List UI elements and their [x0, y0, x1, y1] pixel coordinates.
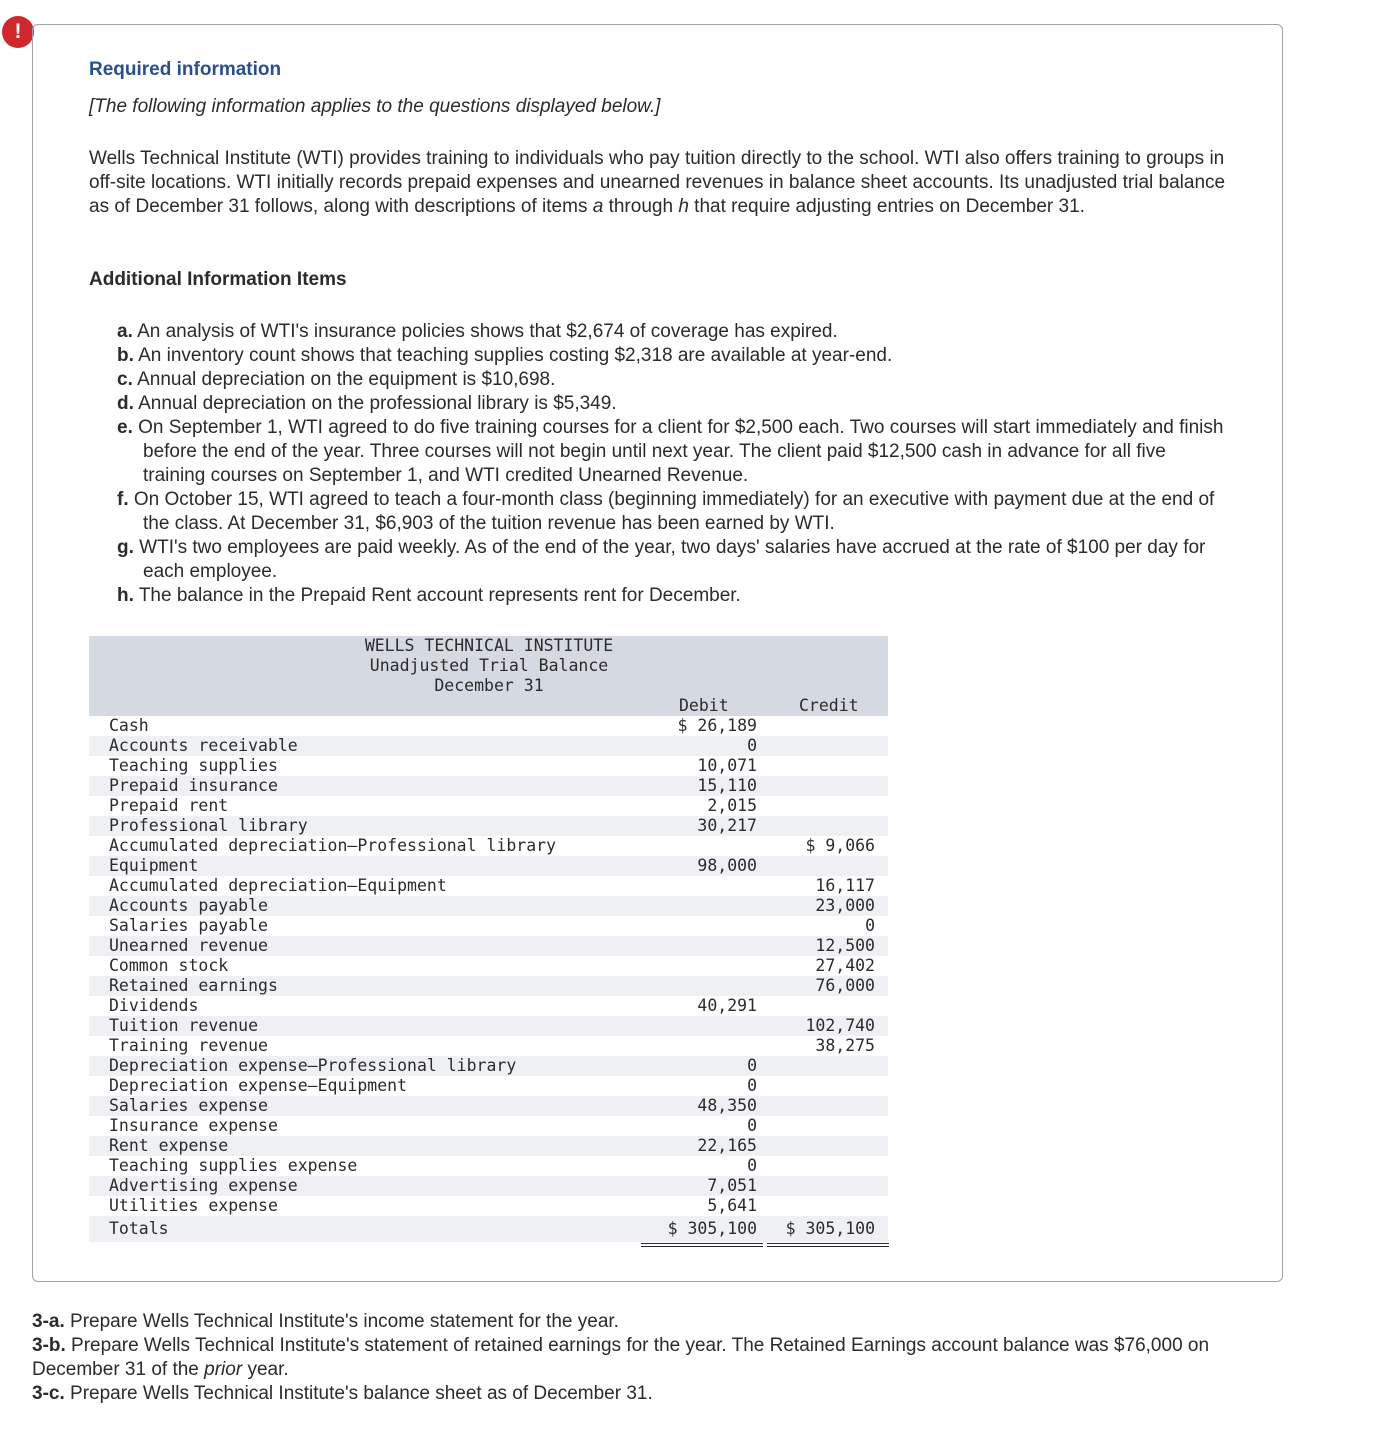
debit-amount: 0	[747, 736, 757, 755]
question-3b-prior: prior	[204, 1359, 243, 1380]
list-item	[117, 368, 1227, 392]
table-row	[89, 1116, 888, 1136]
item-text: On October 15, WTI agreed to teach a four-month class (beginning immediately) for an executive with payment due at the end of the class. At December 31, $6,903 of the tuition revenue has been earned by WTI.	[133, 489, 1215, 534]
account-name: Tuition revenue	[109, 1016, 259, 1035]
info-subtitle: [The following information applies to the questions displayed below.]	[89, 96, 661, 117]
trial-balance-title-line-2: Unadjusted Trial Balance	[369, 656, 609, 675]
credit-amount: 16,117	[815, 876, 875, 895]
table-row	[89, 1096, 888, 1116]
debit-amount: 0	[747, 1116, 757, 1135]
item-letter: g.	[117, 537, 134, 558]
debit-double-rule-2	[641, 1246, 763, 1247]
totals-row	[89, 1216, 888, 1242]
table-row	[89, 876, 888, 896]
trial-balance-table	[89, 636, 888, 1250]
totals-debit: $ 305,100	[667, 1219, 757, 1238]
additional-info-list	[117, 320, 1227, 608]
debit-amount: 10,071	[697, 756, 757, 775]
intro-item-h: h	[678, 196, 689, 217]
account-name: Teaching supplies	[109, 756, 278, 775]
account-name: Prepaid rent	[109, 796, 229, 815]
additional-info-title: Additional Information Items	[89, 269, 347, 290]
table-row	[89, 1016, 888, 1036]
table-row	[89, 996, 888, 1016]
account-name: Rent expense	[109, 1136, 229, 1155]
list-item	[117, 488, 1227, 536]
debit-amount: 40,291	[697, 996, 757, 1015]
debit-amount: 22,165	[697, 1136, 757, 1155]
item-letter: f.	[117, 489, 129, 510]
required-information-title: Required information	[89, 59, 282, 80]
account-name: Equipment	[109, 856, 199, 875]
item-letter: b.	[117, 345, 134, 366]
account-name: Depreciation expense—Professional library	[109, 1056, 517, 1075]
account-name: Accounts payable	[109, 896, 268, 915]
table-row	[89, 816, 888, 836]
intro-item-a: a	[592, 196, 604, 217]
debit-column-header: Debit	[679, 696, 729, 715]
account-name: Accumulated depreciation—Professional library	[109, 836, 557, 855]
table-row	[89, 1036, 888, 1056]
item-letter: d.	[117, 393, 134, 414]
trial-balance-title-line-1: WELLS TECHNICAL INSTITUTE	[364, 636, 614, 655]
intro-paragraph	[89, 147, 1239, 219]
credit-amount: 12,500	[815, 936, 875, 955]
item-letter: a.	[117, 321, 133, 342]
exclamation-icon: !	[2, 16, 34, 48]
trial-balance-header	[89, 636, 888, 716]
intro-text-3: that require adjusting entries on December 31.	[688, 196, 1085, 217]
table-row	[89, 916, 888, 936]
table-row	[89, 736, 888, 756]
account-name: Advertising expense	[109, 1176, 298, 1195]
item-letter: e.	[117, 417, 133, 438]
credit-amount: 76,000	[815, 976, 875, 995]
intro-text-2: through	[603, 196, 679, 217]
credit-amount: $ 9,066	[805, 836, 875, 855]
item-letter: c.	[117, 369, 133, 390]
item-letter: h.	[117, 585, 134, 606]
item-text: Annual depreciation on the equipment is $10,698.	[137, 369, 556, 390]
debit-amount: 2,015	[707, 796, 757, 815]
account-name: Training revenue	[109, 1036, 268, 1055]
account-name: Professional library	[109, 816, 308, 835]
item-text: An inventory count shows that teaching supplies costing $2,318 are available at year-end.	[138, 345, 893, 366]
list-item	[117, 344, 1227, 368]
table-row	[89, 956, 888, 976]
credit-column-header: Credit	[799, 696, 859, 715]
credit-amount: 0	[865, 916, 875, 935]
table-row	[89, 756, 888, 776]
table-row	[89, 1176, 888, 1196]
table-row	[89, 1136, 888, 1156]
account-name: Depreciation expense—Equipment	[109, 1076, 408, 1095]
table-row	[89, 1076, 888, 1096]
account-name: Dividends	[109, 996, 199, 1015]
list-item	[117, 320, 1227, 344]
item-text: An analysis of WTI's insurance policies shows that $2,674 of coverage has expired.	[137, 321, 838, 342]
question-3b-text: Prepare Wells Technical Institute's statement of retained earnings for the year. The Retained Earnings account balance was $76,000 on December 31 of the	[32, 1335, 1210, 1380]
debit-amount: 7,051	[707, 1176, 757, 1195]
intro-text-1: Wells Technical Institute (WTI) provides training to individuals who pay tuition directly to the school. WTI also offers training to groups in off-site locations. WTI initially records prepaid expenses and unearned revenues in balance sheet accounts. Its unadjusted trial balance as of December 31 follows, along with descriptions of items	[89, 148, 1226, 217]
table-row	[89, 896, 888, 916]
account-name: Common stock	[109, 956, 229, 975]
account-name: Insurance expense	[109, 1116, 278, 1135]
account-name: Unearned revenue	[109, 936, 268, 955]
table-row	[89, 796, 888, 816]
credit-amount: 38,275	[815, 1036, 875, 1055]
debit-amount: 30,217	[697, 816, 757, 835]
table-row	[89, 716, 888, 736]
credit-double-rule-2	[767, 1246, 889, 1247]
debit-amount: $ 26,189	[677, 716, 757, 735]
credit-amount: 102,740	[805, 1016, 875, 1035]
debit-amount: 0	[747, 1076, 757, 1095]
list-item	[117, 584, 1227, 608]
trial-balance-rows	[89, 716, 888, 1216]
table-row	[89, 1156, 888, 1176]
credit-amount: 23,000	[815, 896, 875, 915]
account-name: Utilities expense	[109, 1196, 278, 1215]
table-row	[89, 1056, 888, 1076]
question-3c-text: Prepare Wells Technical Institute's balance sheet as of December 31.	[64, 1383, 653, 1404]
question-3b-label: 3-b.	[32, 1335, 66, 1356]
account-name: Teaching supplies expense	[109, 1156, 358, 1175]
debit-amount: 48,350	[697, 1096, 757, 1115]
question-3b-text-end: year.	[242, 1359, 289, 1380]
account-name: Accounts receivable	[109, 736, 298, 755]
debit-amount: 0	[747, 1056, 757, 1075]
trial-balance-title-line-3: December 31	[434, 676, 544, 695]
debit-amount: 5,641	[707, 1196, 757, 1215]
credit-double-rule-1	[767, 1243, 889, 1244]
item-text: On September 1, WTI agreed to do five training courses for a client for $2,500 each. Two courses will start immediately and finish before the end of the year. Three courses will not begin until next year. The client paid $12,500 cash in advance for all five training courses on September 1, and WTI credited Unearned Revenue.	[138, 417, 1224, 486]
list-item	[117, 416, 1227, 488]
table-row	[89, 936, 888, 956]
question-3a-label: 3-a.	[32, 1311, 65, 1332]
account-name: Cash	[109, 716, 149, 735]
totals-credit: $ 305,100	[785, 1219, 875, 1238]
double-rule	[89, 1242, 888, 1250]
question-3a-text: Prepare Wells Technical Institute's income statement for the year.	[64, 1311, 619, 1332]
list-item	[117, 392, 1227, 416]
item-text: Annual depreciation on the professional library is $5,349.	[138, 393, 617, 414]
table-row	[89, 976, 888, 996]
question-3c-label: 3-c.	[32, 1383, 65, 1404]
table-row	[89, 836, 888, 856]
debit-amount: 0	[747, 1156, 757, 1175]
credit-amount: 27,402	[815, 956, 875, 975]
account-name: Retained earnings	[109, 976, 278, 995]
totals-label: Totals	[109, 1219, 169, 1238]
account-name: Salaries expense	[109, 1096, 268, 1115]
account-name: Accumulated depreciation—Equipment	[109, 876, 447, 895]
debit-amount: 15,110	[697, 776, 757, 795]
item-text: WTI's two employees are paid weekly. As of the end of the year, two days' salaries have accrued at the rate of $100 per day for each employee.	[139, 537, 1206, 582]
list-item	[117, 536, 1227, 584]
table-row	[89, 776, 888, 796]
table-row	[89, 856, 888, 876]
table-row	[89, 1196, 888, 1216]
debit-amount: 98,000	[697, 856, 757, 875]
account-name: Prepaid insurance	[109, 776, 278, 795]
questions-block	[32, 1310, 1232, 1406]
account-name: Salaries payable	[109, 916, 268, 935]
item-text: The balance in the Prepaid Rent account represents rent for December.	[138, 585, 741, 606]
debit-double-rule-1	[641, 1243, 763, 1244]
